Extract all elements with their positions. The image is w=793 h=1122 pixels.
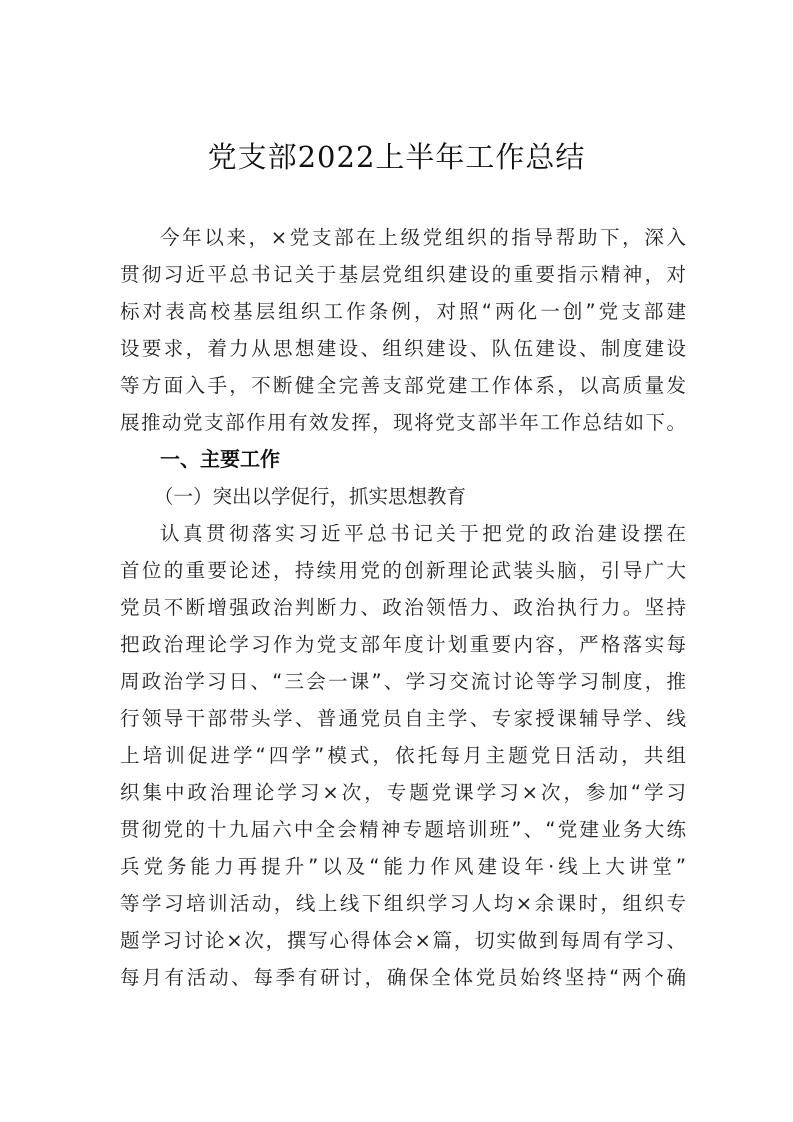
paragraph-line: 今年以来，×党支部在上级党组织的指导帮助下，深入	[160, 226, 686, 249]
paragraph-line: 把政治理论学习作为党支部年度计划重要内容，严格落实每	[120, 633, 686, 656]
paragraph-line: 题学习讨论×次，撰写心得体会×篇，切实做到每周有学习、	[120, 929, 686, 952]
paragraph-line: 首位的重要论述，持续用党的创新理论武装头脑，引导广大	[120, 559, 686, 582]
paragraph-line: 设要求，着力从思想建设、组织建设、队伍建设、制度建设	[120, 337, 686, 360]
paragraph-line: 贯彻习近平总书记关于基层党组织建设的重要指示精神，对	[120, 263, 686, 286]
paragraph-line: 行领导干部带头学、普通党员自主学、专家授课辅导学、线	[120, 707, 686, 730]
paragraph-line: 织集中政治理论学习×次，专题党课学习×次，参加“学习	[120, 781, 686, 804]
paragraph-line: 等学习培训活动，线上线下组织学习人均×余课时，组织专	[120, 892, 686, 915]
section-heading: 一、主要工作	[160, 447, 280, 471]
paragraph-line: 贯彻党的十九届六中全会精神专题培训班”、“党建业务大练	[120, 818, 686, 841]
paragraph-line: 标对表高校基层组织工作条例，对照“两化一创”党支部建	[120, 300, 686, 323]
paragraph-line: 上培训促进学“四学”模式，依托每月主题党日活动，共组	[120, 744, 686, 767]
paragraph-line: 兵党务能力再提升”以及“能力作风建设年·线上大讲堂”	[120, 855, 686, 878]
paragraph-line: 展推动党支部作用有效发挥，现将党支部半年工作总结如下。	[120, 411, 686, 434]
paragraph-line: 党员不断增强政治判断力、政治领悟力、政治执行力。坚持	[120, 596, 686, 619]
paragraph-line: 每月有活动、每季有研讨，确保全体党员始终坚持“两个确	[120, 966, 686, 989]
paragraph-line: 等方面入手，不断健全完善支部党建工作体系，以高质量发	[120, 374, 686, 397]
paragraph-line: 认真贯彻落实习近平总书记关于把党的政治建设摆在	[160, 522, 686, 545]
document-title: 党支部2022上半年工作总结	[207, 140, 586, 174]
paragraph-line: 周政治学习日、“三会一课”、学习交流讨论等学习制度，推	[120, 670, 686, 693]
subsection-heading: （一）突出以学促行，抓实思想教育	[154, 485, 467, 508]
